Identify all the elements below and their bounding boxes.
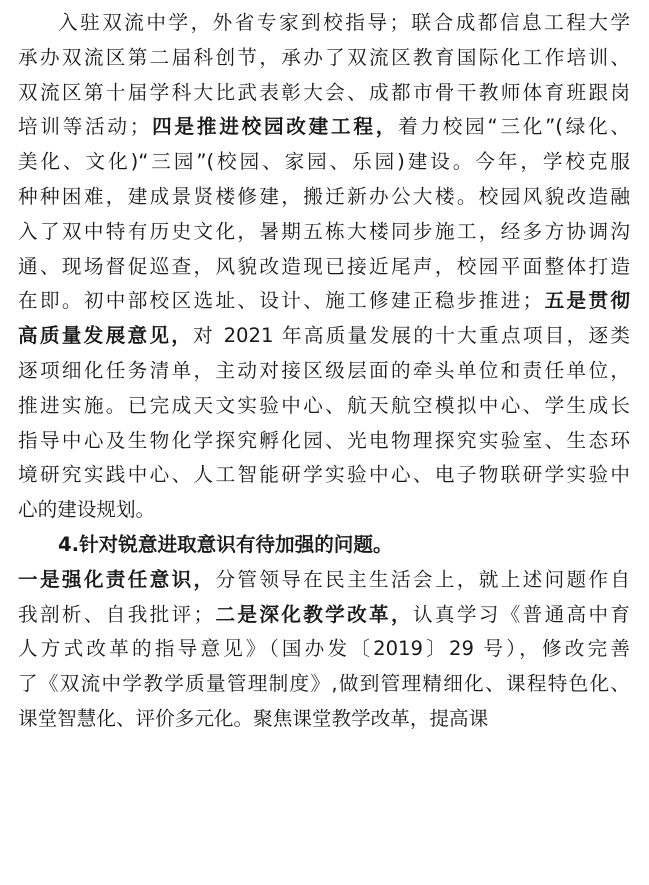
text-line bbox=[18, 319, 630, 354]
text-segment: 人方式改革的指导意见》（国办发〔2019〕29 号），修改完善 bbox=[18, 637, 630, 661]
text-line bbox=[18, 458, 630, 493]
bold-phrase: 4.针对锐意进取意识有待加强的问题。 bbox=[58, 532, 393, 556]
text-segment: 通、现场督促巡查，风貌改造现已接近尾声，校园平面整体打造 bbox=[18, 254, 630, 278]
text-line bbox=[18, 493, 630, 528]
text-line bbox=[18, 6, 630, 41]
bold-phrase: 五是贯彻 bbox=[542, 289, 631, 313]
text-line bbox=[18, 598, 630, 633]
text-segment: 在即。初中部校区选址、设计、施工修建正稳步推进； bbox=[18, 289, 543, 313]
bold-phrase: 四是推进校园改建工程， bbox=[149, 115, 399, 139]
bold-phrase: 一是强化责任意识， bbox=[18, 567, 216, 591]
bold-phrase: 二是深化教学改革， bbox=[213, 602, 413, 626]
text-line bbox=[18, 354, 630, 389]
text-line bbox=[18, 41, 630, 76]
text-line bbox=[18, 110, 630, 145]
text-line bbox=[18, 702, 630, 737]
text-line bbox=[18, 145, 630, 180]
document-page bbox=[18, 6, 630, 737]
text-segment: 分管领导在民主生活会上，就上述问题作自 bbox=[215, 567, 630, 591]
text-segment: 心的建设规划。 bbox=[18, 498, 156, 522]
text-line bbox=[18, 215, 630, 250]
bold-phrase: 高质量发展意见， bbox=[18, 324, 194, 348]
text-segment: 逐项细化任务清单，主动对接区级层面的牵头单位和责任单位， bbox=[18, 358, 630, 382]
text-line bbox=[18, 667, 630, 702]
text-segment: 课堂智慧化、评价多元化。聚焦课堂教学改革，提高课 bbox=[18, 706, 489, 730]
text-line bbox=[18, 424, 630, 459]
text-segment: 对 2021 年高质量发展的十大重点项目，逐类 bbox=[193, 324, 631, 348]
text-segment: 种种困难，建成景贤楼修建，搬迁新办公大楼。校园风貌改造融 bbox=[18, 184, 630, 208]
text-line bbox=[18, 76, 630, 111]
text-segment: 着力校园“三化”(绿化、 bbox=[398, 115, 631, 139]
text-line bbox=[18, 250, 630, 285]
text-segment: 培训等活动； bbox=[18, 115, 150, 139]
text-line bbox=[18, 632, 630, 667]
text-line bbox=[18, 284, 630, 319]
text-segment: 美化、文化)“三园”(校园、家园、乐园)建设。今年，学校克服 bbox=[18, 150, 630, 174]
text-segment: 我剖析、自我批评； bbox=[18, 602, 214, 626]
text-line bbox=[18, 528, 630, 563]
text-segment: 入驻双流中学，外省专家到校指导；联合成都信息工程大学 bbox=[58, 11, 630, 34]
text-segment: 推进实施。已完成天文实验中心、航天航空模拟中心、学生成长 bbox=[18, 393, 630, 417]
text-segment: 认真学习《普通高中育 bbox=[412, 602, 631, 626]
text-segment: 入了双中特有历史文化，暑期五栋大楼同步施工，经多方协调沟 bbox=[18, 219, 630, 243]
text-line bbox=[18, 180, 630, 215]
text-line bbox=[18, 563, 630, 598]
text-segment: 指导中心及生物化学探究孵化园、光电物理探究实验室、生态环 bbox=[18, 428, 630, 452]
text-segment: 双流区第十届学科大比武表彰大会、成都市骨干教师体育班跟岗 bbox=[18, 80, 630, 104]
text-segment: 了《双流中学教学质量管理制度》,做到管理精细化、课程特色化、 bbox=[18, 672, 630, 696]
text-segment: 境研究实践中心、人工智能研学实验中心、电子物联研学实验中 bbox=[18, 463, 630, 487]
text-segment: 承办双流区第二届科创节，承办了双流区教育国际化工作培训、 bbox=[18, 45, 630, 69]
text-line bbox=[18, 389, 630, 424]
